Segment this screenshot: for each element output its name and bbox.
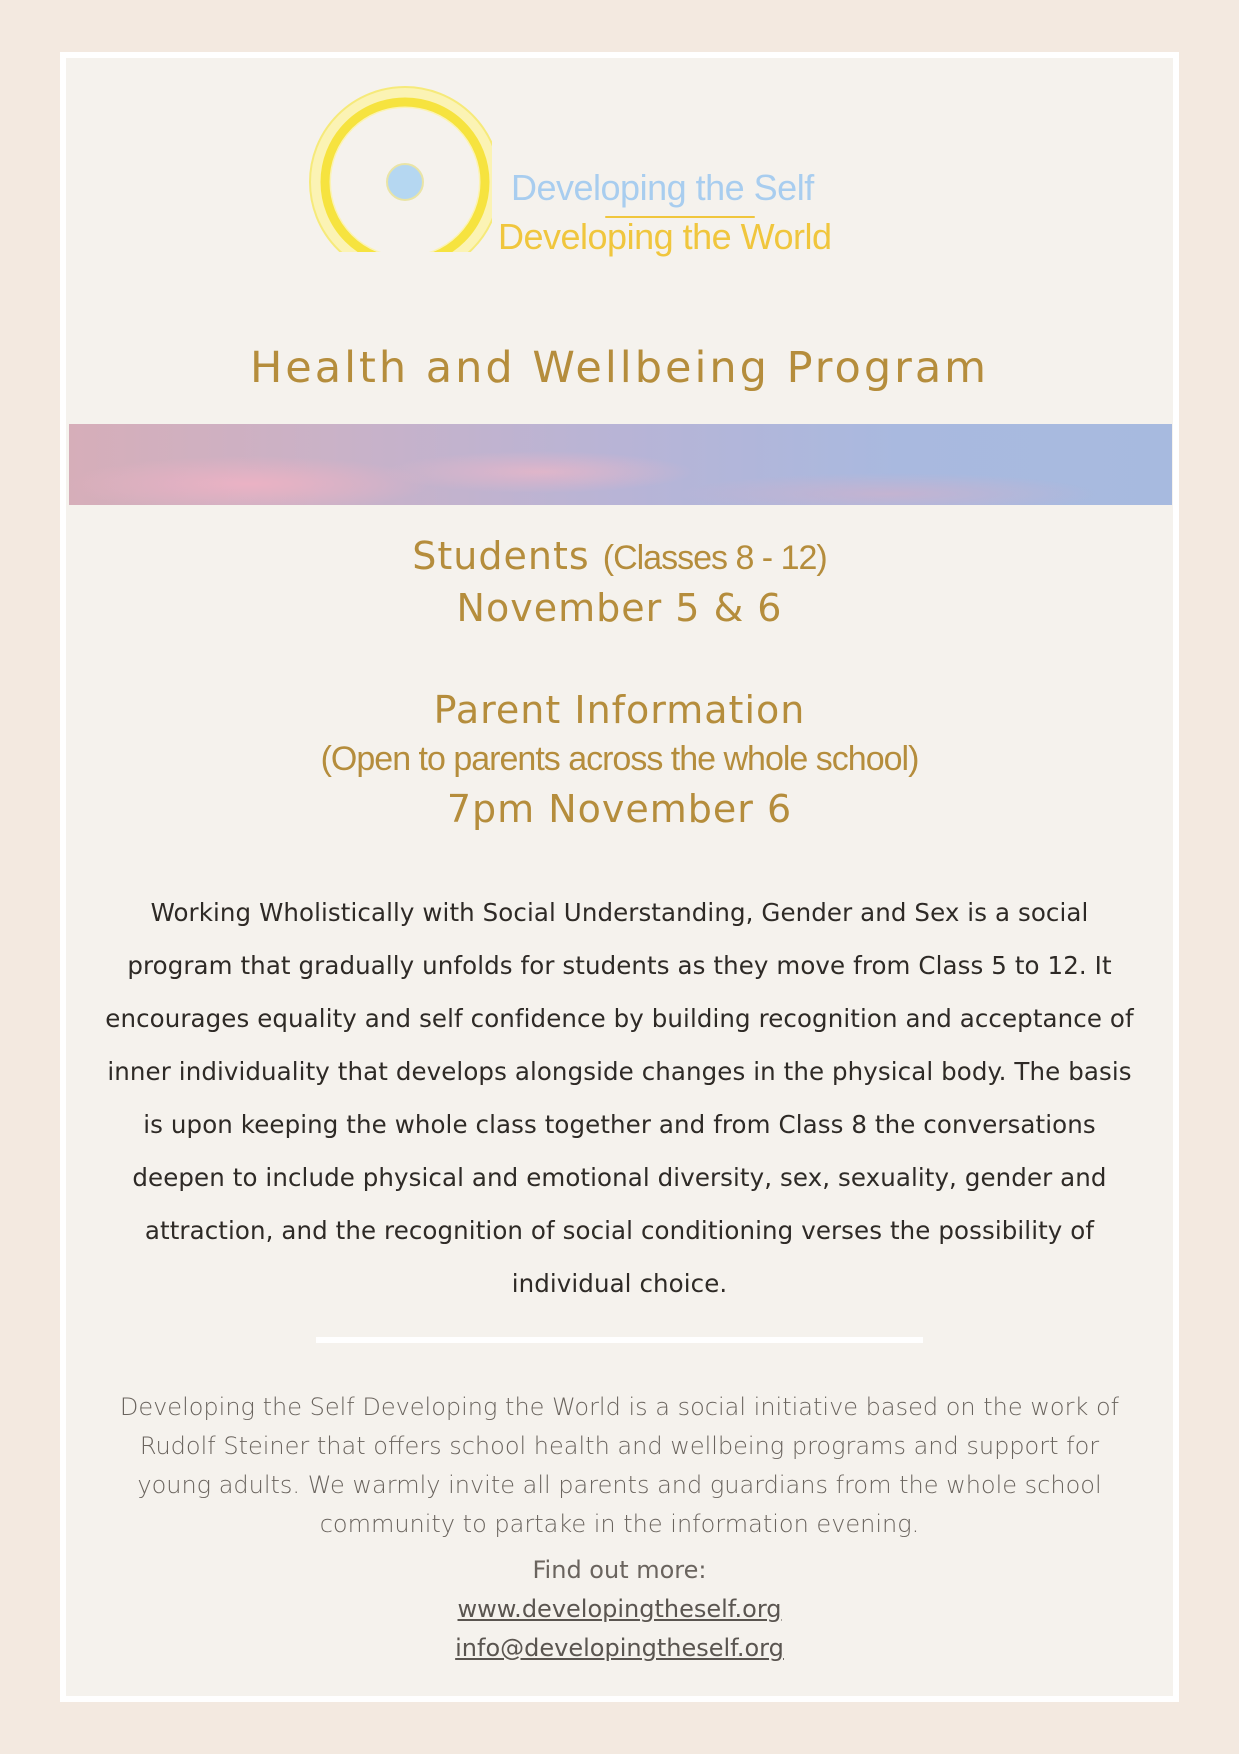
find-more-label: Find out more:: [532, 1556, 707, 1584]
program-title: Health and Wellbeing Program: [249, 343, 990, 393]
parent-info-time: 7pm November 6: [446, 787, 793, 831]
brand-logo: [292, 52, 852, 257]
students-dates: November 5 & 6: [456, 586, 783, 630]
brand-line-2: Developing the World: [498, 216, 832, 257]
website-link[interactable]: www.developingtheself.org: [457, 1595, 782, 1623]
sky-banner-image: [69, 424, 1172, 505]
about-text: Developing the Self Developing the World is a social initiative based on the work of Rudolf Steiner that offers school health and wellbeing programs and support for young adults. We warmly invite all parents and guardians from the whole school community to partake in the information evening.: [119, 1393, 1120, 1538]
brand-line-1: Developing the Self: [511, 167, 814, 208]
students-label: Students: [412, 534, 590, 578]
students-classes: (Classes 8 - 12): [602, 539, 827, 577]
section-divider: [316, 1337, 923, 1343]
email-link[interactable]: info@developingtheself.org: [455, 1634, 784, 1662]
students-heading: [0, 534, 1239, 578]
parent-info-title: Parent Information: [433, 688, 806, 732]
parent-info-subtitle: (Open to parents across the whole school): [320, 740, 919, 778]
sun-logo-icon: [292, 52, 492, 252]
program-description: Working Wholistically with Social Understanding, Gender and Sex is a social program that gradually unfolds for students as they move from Class 5 to 12. It encourages equality and self confidence by building recognition and acceptance of inner individuality that develops alongside changes in the physical body. The basis is upon keeping the whole class together and from Class 8 the conversations deepen to include physical and emotional diversity, sex, sexuality, gender and attraction, and the recognition of social conditioning verses the possibility of individual choice.: [105, 898, 1134, 1298]
